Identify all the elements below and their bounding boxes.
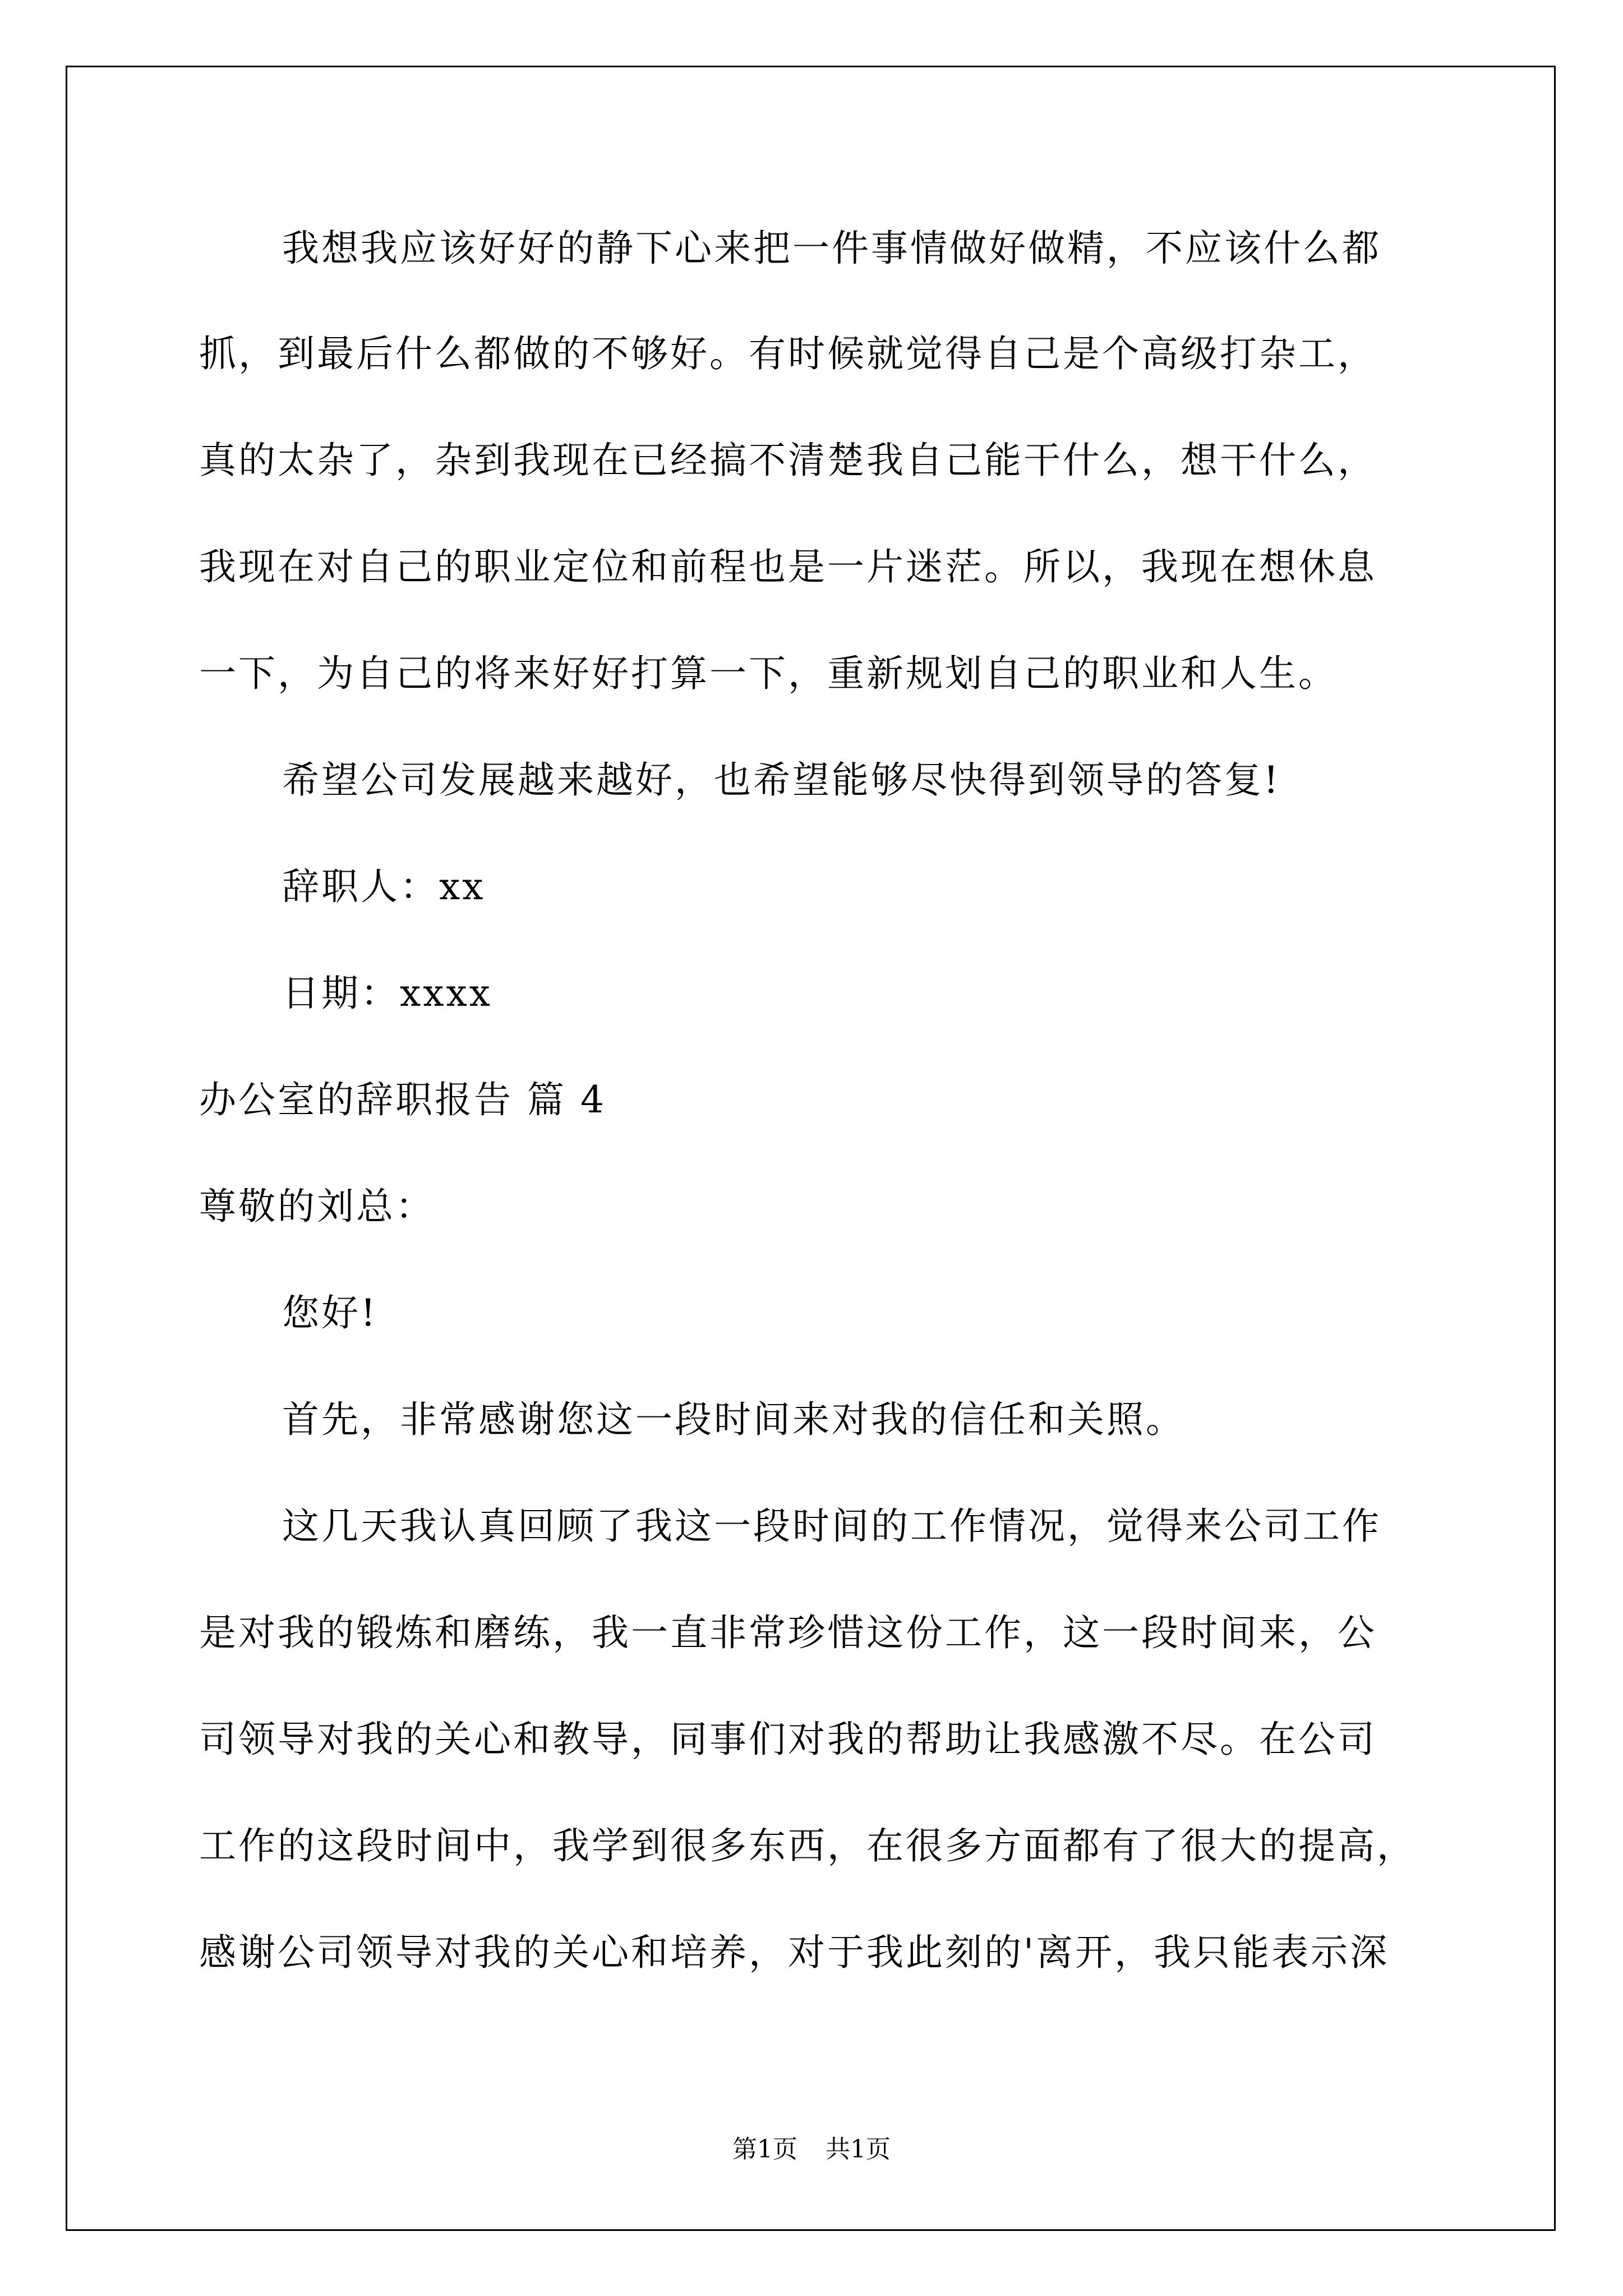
page-number-total: 共1页 (826, 2135, 891, 2164)
page-number-current: 第1页 (732, 2135, 797, 2164)
paragraph-line: 真的太杂了，杂到我现在已经搞不清楚我自己能干什么，想干什么， (199, 439, 1377, 482)
date-line: 日期：xxxx (282, 972, 492, 1015)
paragraph-line: 抓，到最后什么都做的不够好。有时候就觉得自己是个高级打杂工， (199, 332, 1377, 375)
paragraph-line: 一下，为自己的将来好好打算一下，重新规划自己的职业和人生。 (199, 652, 1338, 695)
page-border (66, 66, 1556, 2231)
paragraph-line: 工作的这段时间中，我学到很多东西，在很多方面都有了很大的提高， (199, 1824, 1416, 1867)
paragraph-line: 是对我的锻炼和磨练，我一直非常珍惜这份工作，这一段时间来，公 (199, 1611, 1377, 1654)
paragraph-line: 我现在对自己的职业定位和前程也是一片迷茫。所以，我现在想休息 (199, 545, 1377, 588)
page-footer (0, 2137, 1623, 2162)
paragraph-line: 希望公司发展越来越好，也希望能够尽快得到领导的答复! (282, 758, 1281, 802)
paragraph-line: 司领导对我的关心和教导，同事们对我的帮助让我感激不尽。在公司 (199, 1718, 1377, 1761)
paragraph-line: 这几天我认真回顾了我这一段时间的工作情况，觉得来公司工作 (282, 1504, 1381, 1548)
section-heading: 办公室的辞职报告 篇 4 (199, 1078, 606, 1121)
signer-line: 辞职人：xx (282, 865, 486, 908)
paragraph-line: 我想我应该好好的静下心来把一件事情做好做精，不应该什么都 (282, 227, 1381, 270)
paragraph-line: 首先，非常感谢您这一段时间来对我的信任和关照。 (282, 1398, 1185, 1441)
salutation: 尊敬的刘总： (199, 1185, 435, 1228)
paragraph-line: 感谢公司领导对我的关心和培养，对于我此刻的'离开，我只能表示深 (199, 1931, 1390, 1974)
greeting: 您好! (282, 1291, 378, 1335)
